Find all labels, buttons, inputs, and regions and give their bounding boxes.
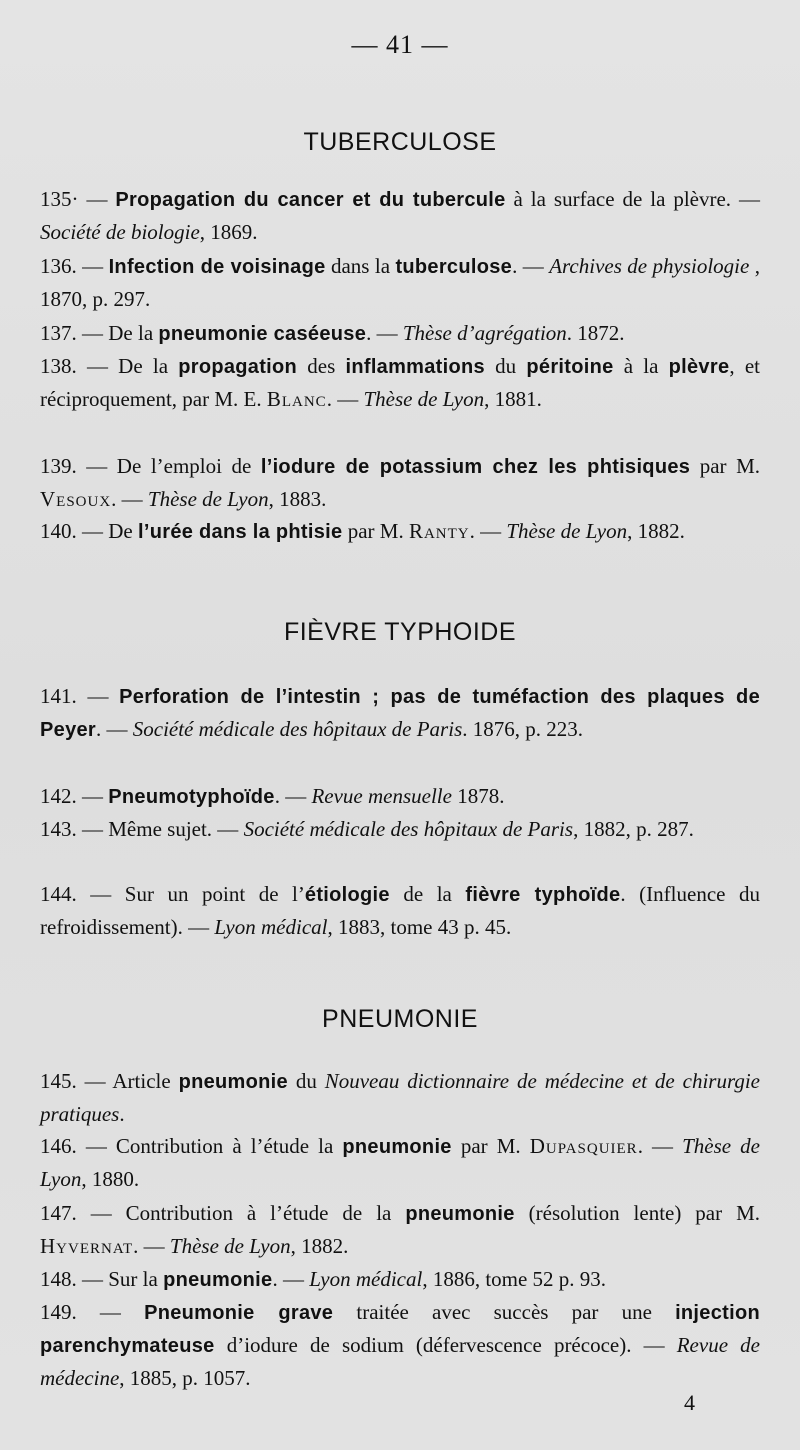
entry-136: 136. — Infection de voisinage dans la tuberculose. — Archives de physiologie , 1870, p. 297. <box>40 254 761 311</box>
entry-144: 144. — Sur un point de l’étiologie de la fièvre typhoïde. (Influence du refroidissement). — Lyon médical, 1883, tome 43 p. 45. <box>40 882 760 939</box>
entry-137: 137. — De la pneumonie caséeuse. — Thèse d’agrégation. 1872. <box>40 321 625 345</box>
signature-mark: 4 <box>684 1390 695 1415</box>
section-heading-tuberculose: TUBERCULOSE <box>303 128 497 156</box>
entry-147: 147. — Contribution à l’étude de la pneumonie (résolution lente) par M. Hyvernat. — Thèse de Lyon, 1882. <box>40 1201 760 1258</box>
entry-141: 141. — Perforation de l’intestin ; pas de tuméfaction des plaques de Peyer. — Société médicale des hôpitaux de Paris. 1876, p. 223. <box>40 684 760 741</box>
entry-149: 149. — Pneumonie grave traitée avec succès par une injection parenchymateuse d’iodure de sodium (défervescence précoce). — Revue de médecine, 1885, p. 1057. <box>40 1300 760 1390</box>
entry-142: 142. — Pneumotyphoïde. — Revue mensuelle 1878. <box>40 784 505 808</box>
entry-146: 146. — Contribution à l’étude la pneumonie par M. Dupasquier. — Thèse de Lyon, 1880. <box>40 1134 761 1191</box>
entry-140: 140. — De l’urée dans la phtisie par M. Ranty. — Thèse de Lyon, 1882. <box>40 519 685 543</box>
section-heading-pneumonie: PNEUMONIE <box>322 1005 478 1033</box>
entry-135: 135· — Propagation du cancer et du tubercule à la surface de la plèvre. — Société de biologie, 1869. <box>40 187 761 244</box>
entry-143: 143. — Même sujet. — Société médicale des hôpitaux de Paris, 1882, p. 287. <box>40 817 694 841</box>
entry-138: 138. — De la propagation des inflammations du péritoine à la plèvre, et réciproquement, par M. E. Blanc. — Thèse de Lyon, 1881. <box>40 354 760 411</box>
section-heading-fievre-typhoide: FIÈVRE TYPHOIDE <box>283 618 517 646</box>
entry-145: 145. — Article pneumonie du Nouveau dictionnaire de médecine et de chirurgie pratiques. <box>40 1069 761 1126</box>
entry-139: 139. — De l’emploi de l’iodure de potassium chez les phtisiques par M. Vesoux. — Thèse de Lyon, 1883. <box>40 454 760 511</box>
page-number: — 41 — <box>351 30 449 59</box>
entry-148: 148. — Sur la pneumonie. — Lyon médical, 1886, tome 52 p. 93. <box>40 1267 607 1291</box>
